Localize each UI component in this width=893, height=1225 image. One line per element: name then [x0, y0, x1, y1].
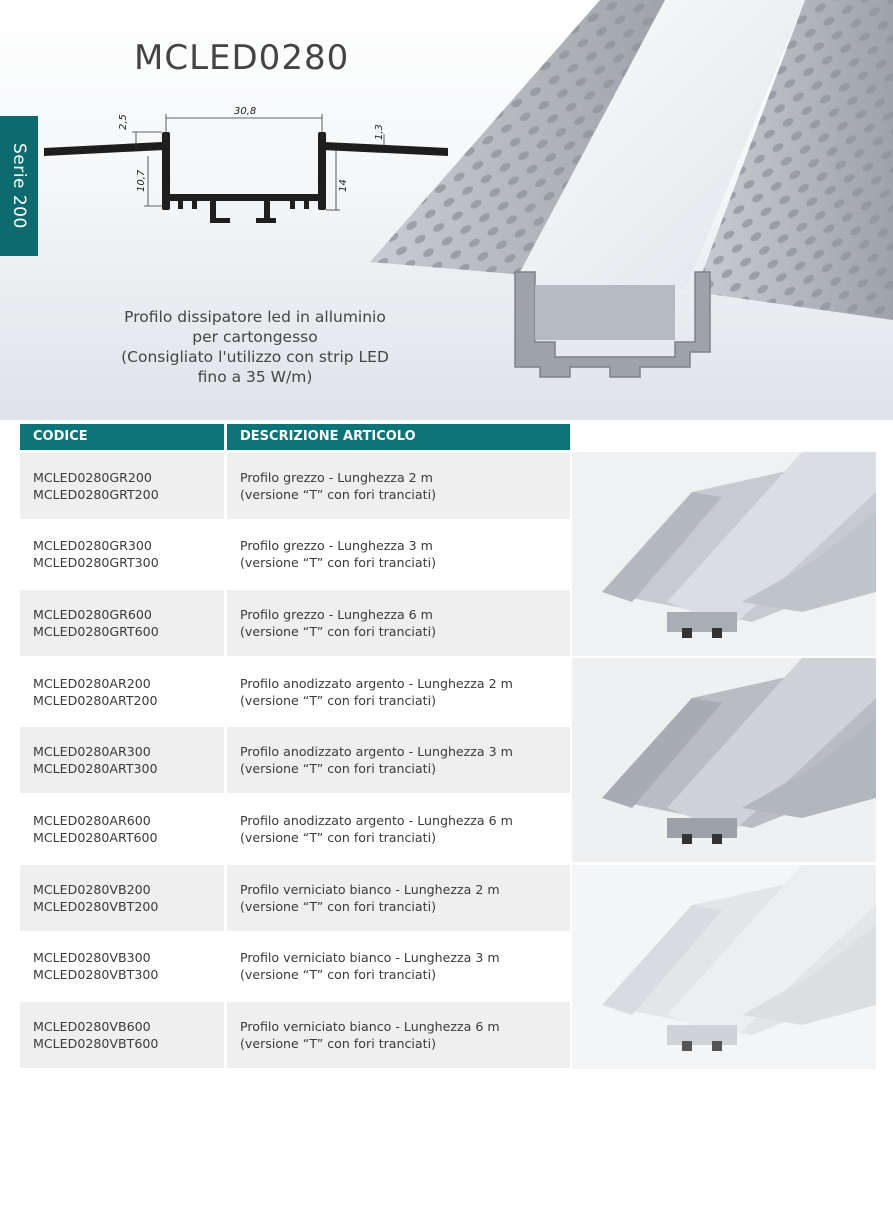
- code-cell: MCLED0280AR300 MCLED0280ART300: [20, 727, 224, 793]
- description-cell: Profilo verniciato bianco - Lunghezza 6 m (versione “T” con fori tranciati): [227, 1002, 570, 1068]
- code-cell: MCLED0280VB600 MCLED0280VBT600: [20, 1002, 224, 1068]
- code-cell: MCLED0280AR200 MCLED0280ART200: [20, 659, 224, 725]
- dim-lip-label: 1,3: [374, 124, 385, 140]
- code-cell: MCLED0280GR200 MCLED0280GRT200: [20, 453, 224, 519]
- raw-profile-image: [572, 452, 876, 656]
- header-description: DESCRIZIONE ARTICOLO: [227, 424, 570, 450]
- product-title: MCLED0280: [134, 38, 350, 78]
- dim-left-height-label: 10,7: [136, 169, 147, 192]
- header-code: CODICE: [20, 424, 224, 450]
- hero-section: [0, 0, 893, 420]
- code-cell: MCLED0280VB300 MCLED0280VBT300: [20, 933, 224, 999]
- product-description: [100, 307, 410, 387]
- profile-section-drawing: [40, 100, 460, 230]
- dim-right-height-label: 14: [338, 179, 349, 192]
- description-cell: Profilo verniciato bianco - Lunghezza 2 m (versione “T” con fori tranciati): [227, 865, 570, 931]
- code-cell: MCLED0280AR600 MCLED0280ART600: [20, 796, 224, 862]
- dim-flange-label: 2,5: [118, 114, 129, 130]
- description-cell: Profilo verniciato bianco - Lunghezza 3 m (versione “T” con fori tranciati): [227, 933, 570, 999]
- description-line: (Consigliato l'utilizzo con strip LED: [121, 348, 389, 366]
- description-line: fino a 35 W/m): [197, 368, 313, 386]
- description-cell: Profilo anodizzato argento - Lunghezza 2 m (versione “T” con fori tranciati): [227, 659, 570, 725]
- description-cell: Profilo anodizzato argento - Lunghezza 6 m (versione “T” con fori tranciati): [227, 796, 570, 862]
- description-line: per cartongesso: [192, 328, 318, 346]
- description-line: Profilo dissipatore led in alluminio: [124, 308, 386, 326]
- description-cell: Profilo grezzo - Lunghezza 6 m (versione “T” con fori tranciati): [227, 590, 570, 656]
- white-profile-image: [572, 865, 876, 1069]
- series-tab: Serie 200: [0, 116, 38, 256]
- description-cell: Profilo grezzo - Lunghezza 3 m (versione “T” con fori tranciati): [227, 521, 570, 587]
- description-cell: Profilo anodizzato argento - Lunghezza 3 m (versione “T” con fori tranciati): [227, 727, 570, 793]
- code-cell: MCLED0280GR600 MCLED0280GRT600: [20, 590, 224, 656]
- anodized-profile-image: [572, 658, 876, 862]
- description-cell: Profilo grezzo - Lunghezza 2 m (versione “T” con fori tranciati): [227, 453, 570, 519]
- code-cell: MCLED0280VB200 MCLED0280VBT200: [20, 865, 224, 931]
- code-cell: MCLED0280GR300 MCLED0280GRT300: [20, 521, 224, 587]
- dim-width-label: 30,8: [234, 106, 257, 117]
